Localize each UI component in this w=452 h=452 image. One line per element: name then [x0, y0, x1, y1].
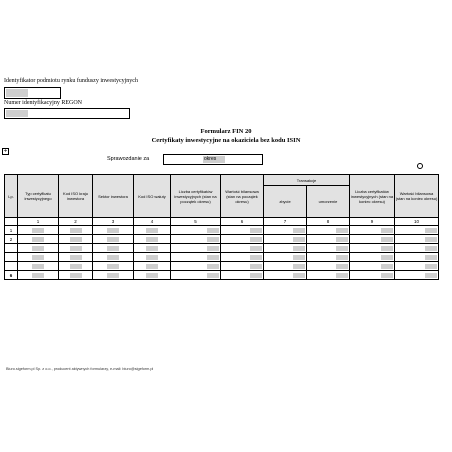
- cell-fill: [146, 264, 158, 269]
- cell-fill: [107, 246, 119, 251]
- row-number: 2: [5, 235, 18, 244]
- cell-fill: [425, 228, 437, 233]
- cell-fill: [250, 228, 262, 233]
- table-cell-input[interactable]: [171, 244, 221, 253]
- cell-fill: [336, 273, 348, 278]
- cell-fill: [70, 228, 82, 233]
- table-cell-input[interactable]: [134, 226, 171, 235]
- cell-fill: [107, 273, 119, 278]
- table-row: [5, 226, 439, 235]
- row-number: [5, 262, 18, 271]
- table-cell-input[interactable]: [307, 271, 350, 280]
- cell-fill: [70, 273, 82, 278]
- table-cell-input[interactable]: [395, 244, 439, 253]
- table-cell-input[interactable]: [307, 253, 350, 262]
- cell-fill: [336, 255, 348, 260]
- cell-fill: [425, 273, 437, 278]
- cell-fill: [381, 228, 393, 233]
- cell-fill: [425, 237, 437, 242]
- table-cell-input[interactable]: [59, 262, 93, 271]
- table-cell-input[interactable]: [93, 262, 134, 271]
- table-cell-input[interactable]: [18, 235, 59, 244]
- row-number: 6: [5, 271, 18, 280]
- circle-marker-icon: [417, 163, 423, 169]
- col-country: Kod ISO kraju inwestora: [59, 175, 93, 218]
- cell-fill: [336, 228, 348, 233]
- report-label: Sprawozdanie za: [107, 156, 150, 162]
- table-row: [5, 262, 439, 271]
- table-cell-input[interactable]: [395, 226, 439, 235]
- col-number: 6: [221, 218, 264, 226]
- cell-fill: [32, 228, 44, 233]
- cell-fill: [425, 246, 437, 251]
- row-number: [5, 253, 18, 262]
- col-sale: zbycie: [264, 186, 307, 218]
- table-cell-input[interactable]: [59, 244, 93, 253]
- col-number: 10: [395, 218, 439, 226]
- table-cell-input[interactable]: [18, 271, 59, 280]
- col-value-start: Wartość bilansowa (stan na początek okresu): [221, 175, 264, 218]
- cell-fill: [425, 255, 437, 260]
- report-period-value: okres: [204, 156, 217, 162]
- table-cell-input[interactable]: [264, 226, 307, 235]
- col-number: 7: [264, 218, 307, 226]
- table-cell-input[interactable]: [350, 262, 395, 271]
- cell-fill: [381, 273, 393, 278]
- table-cell-input[interactable]: [395, 271, 439, 280]
- table-cell-input[interactable]: [134, 244, 171, 253]
- table-cell-input[interactable]: [134, 262, 171, 271]
- cell-fill: [207, 264, 219, 269]
- table-cell-input[interactable]: [221, 235, 264, 244]
- expand-plus-icon[interactable]: +: [3, 148, 8, 154]
- table-cell-input[interactable]: [171, 226, 221, 235]
- col-redemption: umorzenie: [307, 186, 350, 218]
- table-cell-input[interactable]: [221, 262, 264, 271]
- cell-fill: [32, 264, 44, 269]
- cell-fill: [293, 228, 305, 233]
- col-count-start: Liczba certyfikatów inwestycyjnych (stan na początek okresu): [171, 175, 221, 218]
- table-cell-input[interactable]: [264, 253, 307, 262]
- cell-fill: [293, 255, 305, 260]
- col-lp: Lp.: [5, 175, 18, 218]
- table-cell-input[interactable]: [93, 226, 134, 235]
- table-cell-input[interactable]: [221, 226, 264, 235]
- table-cell-input[interactable]: [171, 253, 221, 262]
- table-cell-input[interactable]: [18, 226, 59, 235]
- table-cell-input[interactable]: [59, 271, 93, 280]
- row-number: [5, 244, 18, 253]
- table-cell-input[interactable]: [221, 253, 264, 262]
- cell-fill: [32, 237, 44, 242]
- table-cell-input[interactable]: [395, 262, 439, 271]
- cell-fill: [146, 246, 158, 251]
- col-number: 4: [134, 218, 171, 226]
- row-number: 1: [5, 226, 18, 235]
- table-cell-input[interactable]: [59, 253, 93, 262]
- col-currency: Kod ISO waluty: [134, 175, 171, 218]
- form-title: Formularz FIN 20: [200, 128, 252, 135]
- table-row: [5, 244, 439, 253]
- cell-fill: [70, 246, 82, 251]
- col-value-end: Wartość bilansowa (stan na koniec okresu): [395, 175, 439, 218]
- cell-fill: [336, 237, 348, 242]
- col-sector: Sektor inwestora: [93, 175, 134, 218]
- cell-fill: [250, 264, 262, 269]
- table-cell-input[interactable]: [93, 235, 134, 244]
- cell-fill: [146, 237, 158, 242]
- footer-note: Biuro.sigeform.pl Sp. z o.o., producent aktywnych formularzy, e-mail: biuro@sigeform.pl: [6, 367, 154, 371]
- cell-fill: [336, 246, 348, 251]
- fund-id-fill: [6, 89, 28, 97]
- cell-fill: [207, 237, 219, 242]
- regon-fill: [6, 110, 28, 117]
- fund-id-label: Identyfikator podmiotu rynku funduszy inwestycyjnych: [4, 78, 138, 84]
- cell-fill: [32, 246, 44, 251]
- col-transactions: Transakcje: [264, 175, 350, 186]
- table-cell-input[interactable]: [307, 244, 350, 253]
- table-cell-input[interactable]: [134, 235, 171, 244]
- col-type: Typ certyfikatu inwestycyjnego: [18, 175, 59, 218]
- table-row: [5, 253, 439, 262]
- table-cell-input[interactable]: [221, 271, 264, 280]
- cell-fill: [107, 228, 119, 233]
- form-subtitle: Certyfikaty inwestycyjne na okaziciela bez kodu ISIN: [151, 137, 301, 144]
- cell-fill: [293, 246, 305, 251]
- cell-fill: [425, 264, 437, 269]
- cell-fill: [207, 273, 219, 278]
- cell-fill: [146, 228, 158, 233]
- cell-fill: [107, 264, 119, 269]
- regon-field[interactable]: [4, 108, 130, 119]
- table-cell-input[interactable]: [350, 235, 395, 244]
- report-period-field[interactable]: [163, 154, 263, 165]
- table-cell-input[interactable]: [93, 253, 134, 262]
- cell-fill: [381, 237, 393, 242]
- table-cell-input[interactable]: [171, 271, 221, 280]
- cell-fill: [250, 273, 262, 278]
- fund-id-field[interactable]: [4, 87, 61, 99]
- cell-fill: [146, 255, 158, 260]
- cell-fill: [70, 255, 82, 260]
- table-cell-input[interactable]: [350, 226, 395, 235]
- table-cell-input[interactable]: [18, 262, 59, 271]
- table-cell-input[interactable]: [264, 262, 307, 271]
- cell-fill: [381, 255, 393, 260]
- cell-fill: [250, 237, 262, 242]
- table-cell-input[interactable]: [307, 226, 350, 235]
- cell-fill: [293, 237, 305, 242]
- table-cell-input[interactable]: [264, 244, 307, 253]
- table-cell-input[interactable]: [171, 235, 221, 244]
- cell-fill: [107, 237, 119, 242]
- table-cell-input[interactable]: [350, 253, 395, 262]
- cell-fill: [293, 273, 305, 278]
- table-row: [5, 271, 439, 280]
- cell-fill: [250, 246, 262, 251]
- cell-fill: [70, 264, 82, 269]
- table-cell-input[interactable]: [395, 253, 439, 262]
- table-cell-input[interactable]: [307, 235, 350, 244]
- certificates-table: [4, 174, 439, 280]
- table-cell-input[interactable]: [59, 235, 93, 244]
- table-cell-input[interactable]: [59, 226, 93, 235]
- col-number: 5: [171, 218, 221, 226]
- cell-fill: [293, 264, 305, 269]
- col-number: 8: [307, 218, 350, 226]
- regon-label: Numer identyfikacyjny REGON: [4, 100, 82, 106]
- table-cell-input[interactable]: [134, 271, 171, 280]
- table-cell-input[interactable]: [307, 262, 350, 271]
- table-row: [5, 235, 439, 244]
- cell-fill: [32, 273, 44, 278]
- table-cell-input[interactable]: [350, 244, 395, 253]
- cell-fill: [146, 273, 158, 278]
- table-cell-input[interactable]: [134, 253, 171, 262]
- cell-fill: [207, 246, 219, 251]
- table-cell-input[interactable]: [93, 244, 134, 253]
- cell-fill: [207, 255, 219, 260]
- col-count-end: Liczba certyfikatów inwestycyjnych (stan na koniec okresu): [350, 175, 395, 218]
- cell-fill: [107, 255, 119, 260]
- cell-fill: [207, 228, 219, 233]
- cell-fill: [70, 237, 82, 242]
- col-number: 9: [350, 218, 395, 226]
- cell-fill: [381, 264, 393, 269]
- col-number: 2: [59, 218, 93, 226]
- table-cell-input[interactable]: [18, 244, 59, 253]
- cell-fill: [336, 264, 348, 269]
- table-cell-input[interactable]: [264, 271, 307, 280]
- cell-fill: [250, 255, 262, 260]
- cell-fill: [381, 246, 393, 251]
- table-cell-input[interactable]: [350, 271, 395, 280]
- table-cell-input[interactable]: [171, 262, 221, 271]
- table-cell-input[interactable]: [93, 271, 134, 280]
- table-cell-input[interactable]: [221, 244, 264, 253]
- col-number: 3: [93, 218, 134, 226]
- table-cell-input[interactable]: [395, 235, 439, 244]
- cell-fill: [32, 255, 44, 260]
- table-cell-input[interactable]: [264, 235, 307, 244]
- col-number: 1: [18, 218, 59, 226]
- table-cell-input[interactable]: [18, 253, 59, 262]
